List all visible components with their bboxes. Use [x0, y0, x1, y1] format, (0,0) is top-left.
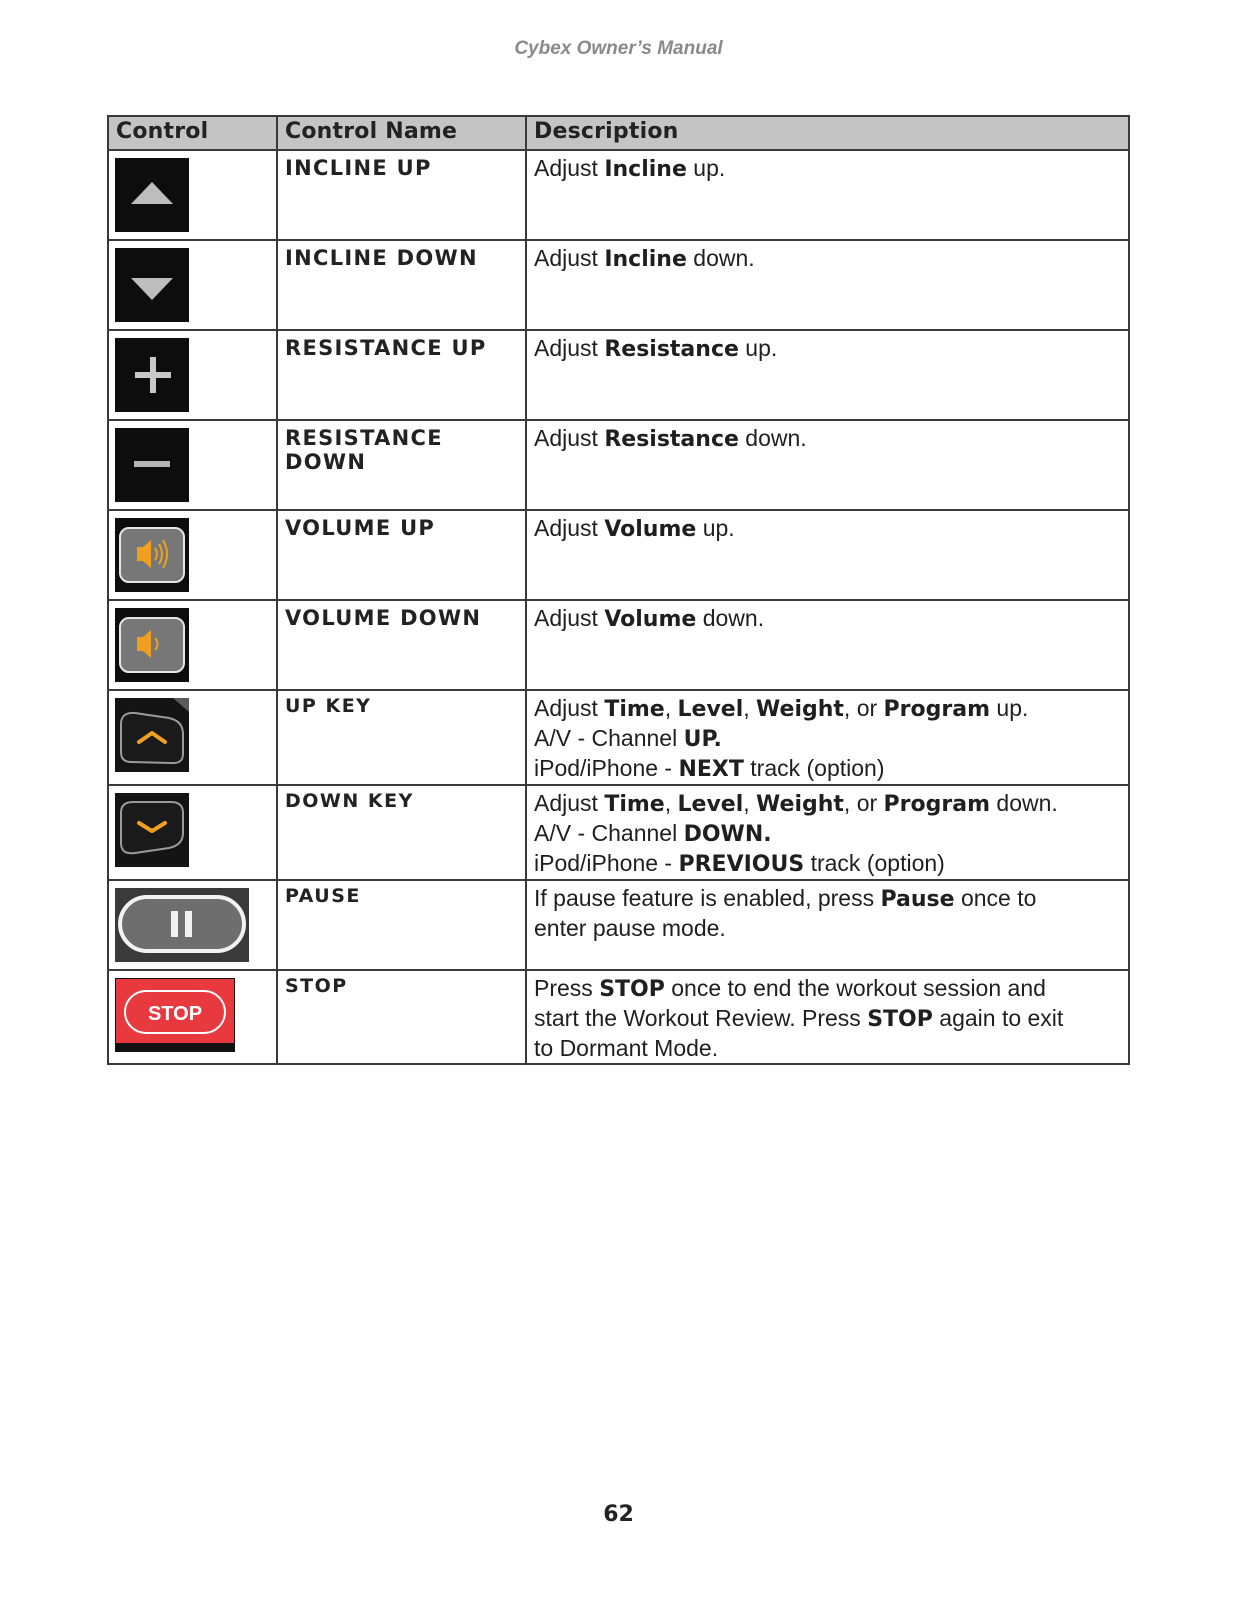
description-bold-text: Time: [604, 697, 665, 722]
control-cell: [108, 240, 277, 330]
control-description: [526, 240, 1129, 330]
table-row: [108, 150, 1129, 240]
volume-up-icon: [115, 518, 189, 592]
control-name: INCLINE UP: [277, 150, 526, 240]
control-name: UP KEY: [277, 690, 526, 785]
description-text: down.: [686, 245, 755, 271]
incline-down-icon: [115, 248, 189, 322]
description-bold-text: NEXT: [678, 757, 744, 782]
description-bold-text: Incline: [604, 157, 687, 182]
stop-icon-label: STOP: [147, 1003, 203, 1025]
description-text: track (option): [743, 755, 885, 781]
description-bold-text: Program: [883, 697, 991, 722]
down-key-icon: [115, 793, 189, 867]
description-bold-text: Time: [604, 792, 665, 817]
description-bold-text: Volume: [604, 517, 697, 542]
description-text: Adjust: [534, 245, 605, 271]
table-row: [108, 970, 1129, 1064]
description-text: down.: [990, 790, 1058, 816]
description-line: [534, 154, 1121, 184]
control-description: [526, 600, 1129, 690]
table-header-row: [108, 116, 1129, 150]
control-name: INCLINE DOWN: [277, 240, 526, 330]
table-row: [108, 785, 1129, 880]
table-row: [108, 600, 1129, 690]
description-text: to Dormant Mode.: [534, 1035, 719, 1061]
control-name: PAUSE: [277, 880, 526, 970]
description-text: ,: [743, 695, 757, 721]
description-text: Adjust: [534, 155, 605, 181]
controls-table: [107, 115, 1130, 1065]
description-line: [534, 884, 1121, 914]
description-line: [534, 789, 1121, 819]
description-text: down.: [696, 605, 765, 631]
control-description: [526, 880, 1129, 970]
description-line: [534, 849, 1121, 879]
control-description: [526, 420, 1129, 510]
incline-up-icon: [115, 158, 189, 232]
control-description: [526, 510, 1129, 600]
description-bold-text: STOP: [599, 977, 665, 1002]
description-bold-text: Volume: [604, 607, 697, 632]
description-line: [534, 694, 1121, 724]
description-text: iPod/iPhone -: [534, 850, 679, 876]
description-text: Adjust: [534, 425, 605, 451]
table-row: [108, 420, 1129, 510]
description-line: [534, 334, 1121, 364]
description-bold-text: UP.: [683, 727, 722, 752]
column-header-control-name: Control Name: [277, 116, 526, 150]
description-line: [534, 424, 1121, 454]
description-text: A/V - Channel: [534, 725, 684, 751]
description-text: up.: [686, 155, 726, 181]
control-name: RESISTANCE UP: [277, 330, 526, 420]
description-line: [534, 244, 1121, 274]
column-header-description: Description: [526, 116, 1129, 150]
description-text: Adjust: [534, 790, 605, 816]
description-text: start the Workout Review. Press: [534, 1005, 868, 1031]
control-description: [526, 150, 1129, 240]
table-row: [108, 330, 1129, 420]
description-bold-text: Pause: [880, 887, 955, 912]
description-text: once to: [954, 885, 1037, 911]
description-text: once to end the workout session and: [664, 975, 1046, 1001]
description-bold-text: Weight: [756, 697, 844, 722]
description-line: [534, 819, 1121, 849]
control-cell: [108, 600, 277, 690]
description-text: again to exit: [932, 1005, 1064, 1031]
description-bold-text: Incline: [604, 247, 687, 272]
control-name: STOP: [277, 970, 526, 1064]
description-bold-text: Weight: [756, 792, 844, 817]
control-description: [526, 785, 1129, 880]
description-text: iPod/iPhone -: [534, 755, 679, 781]
table-row: [108, 690, 1129, 785]
volume-down-icon: [115, 608, 189, 682]
description-bold-text: Resistance: [604, 427, 739, 452]
description-text: Adjust: [534, 695, 605, 721]
description-line: [534, 1004, 1121, 1034]
description-line: [534, 914, 1121, 943]
description-text: Adjust: [534, 605, 605, 631]
control-name: RESISTANCE DOWN: [277, 420, 526, 510]
description-bold-text: DOWN.: [683, 822, 772, 847]
stop-icon: [115, 978, 235, 1052]
description-text: down.: [738, 425, 807, 451]
description-line: [534, 754, 1121, 784]
control-cell: [108, 880, 277, 970]
control-cell: [108, 970, 277, 1064]
page-header: Cybex Owner’s Manual: [514, 38, 723, 59]
description-bold-text: Level: [677, 792, 744, 817]
control-cell: [108, 330, 277, 420]
description-text: Adjust: [534, 335, 605, 361]
description-text: ,: [664, 695, 678, 721]
description-text: track (option): [804, 850, 945, 876]
description-text: up.: [696, 515, 735, 541]
description-text: up.: [990, 695, 1029, 721]
description-bold-text: Level: [677, 697, 744, 722]
description-text: up.: [738, 335, 778, 361]
control-cell: [108, 785, 277, 880]
control-cell: [108, 420, 277, 510]
description-text: , or: [843, 790, 884, 816]
table-row: [108, 240, 1129, 330]
description-bold-text: Program: [883, 792, 991, 817]
plus-icon: [115, 338, 189, 412]
description-line: [534, 1034, 1121, 1063]
description-text: ,: [743, 790, 757, 816]
minus-icon: [115, 428, 189, 502]
control-description: [526, 690, 1129, 785]
control-cell: [108, 150, 277, 240]
description-text: If pause feature is enabled, press: [534, 885, 881, 911]
control-name: VOLUME UP: [277, 510, 526, 600]
description-text: enter pause mode.: [534, 915, 726, 941]
description-text: , or: [843, 695, 884, 721]
control-name: VOLUME DOWN: [277, 600, 526, 690]
description-line: [534, 604, 1121, 634]
description-bold-text: STOP: [867, 1007, 933, 1032]
description-text: Press: [534, 975, 600, 1001]
control-cell: [108, 510, 277, 600]
description-line: [534, 514, 1121, 544]
description-line: [534, 974, 1121, 1004]
control-cell: [108, 690, 277, 785]
control-name: DOWN KEY: [277, 785, 526, 880]
description-text: Adjust: [534, 515, 605, 541]
description-text: A/V - Channel: [534, 820, 684, 846]
control-description: [526, 970, 1129, 1064]
up-key-icon: [115, 698, 189, 772]
column-header-control: Control: [108, 116, 277, 150]
table-row: [108, 880, 1129, 970]
page-number: 62: [603, 1502, 634, 1527]
description-bold-text: PREVIOUS: [678, 852, 805, 877]
table-row: [108, 510, 1129, 600]
pause-icon: [115, 888, 249, 962]
description-text: ,: [664, 790, 678, 816]
description-bold-text: Resistance: [604, 337, 739, 362]
description-line: [534, 724, 1121, 754]
control-description: [526, 330, 1129, 420]
